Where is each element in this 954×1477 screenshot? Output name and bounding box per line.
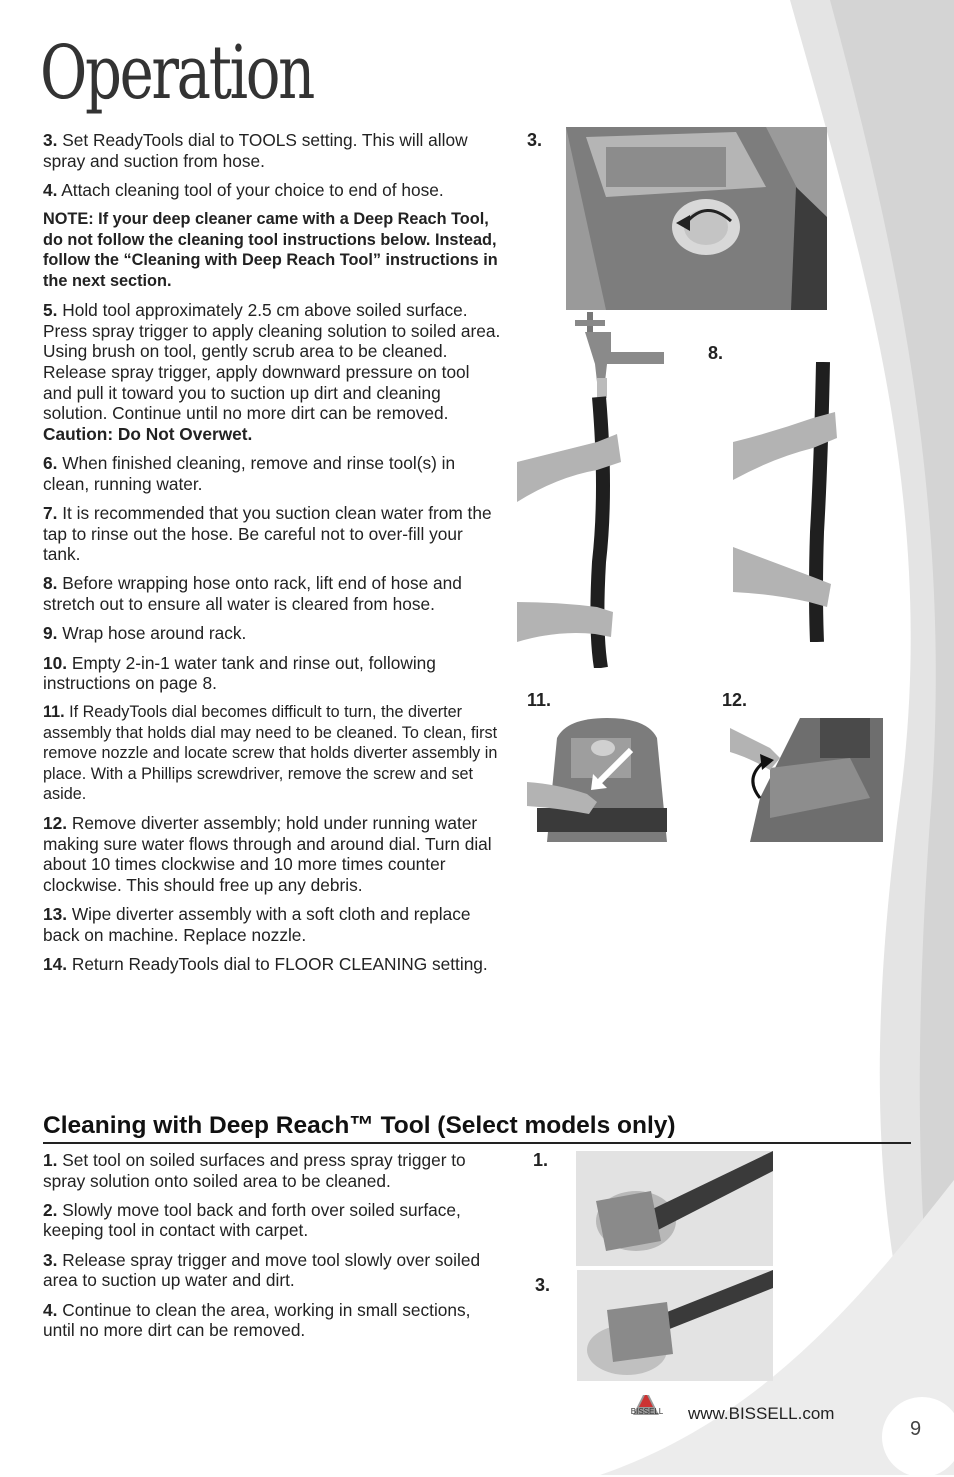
deep-reach-suction-photo xyxy=(577,1270,773,1381)
step-6: 6. When finished cleaning, remove and rinse tool(s) in clean, running water. xyxy=(43,453,456,494)
caution-text: Caution: Do Not Overwet. xyxy=(43,423,253,444)
figure-label-12: 12. xyxy=(722,690,748,710)
figure-label-8: 8. xyxy=(708,343,724,363)
page-title: Operation xyxy=(40,30,313,116)
deep-reach-tool-icon xyxy=(596,1191,661,1251)
diverter-removal-photo xyxy=(730,718,883,842)
figure-label-11: 11. xyxy=(527,690,552,710)
footer-url: www.BISSELL.com xyxy=(688,1404,835,1423)
figure-label-deep-3: 3. xyxy=(535,1275,551,1295)
step-11: 11. If ReadyTools dial becomes difficult to turn, the diverter assembly that holds dial may need to be cleaned. To clean, first remove nozzle and locate screw that holds diverter assembly in place. With a Phillips screwdriver, remove the screw and set aside. xyxy=(43,703,498,804)
step-10: 10. Empty 2-in-1 water tank and rinse out, following instructions on page 8. xyxy=(43,652,436,694)
step-4: 4. Attach cleaning tool of your choice to end of hose. xyxy=(43,179,444,200)
hose-tap-photo xyxy=(517,312,664,668)
figure-label-deep-1: 1. xyxy=(533,1150,549,1170)
step-14: 14. Return ReadyTools dial to FLOOR CLEANING setting. xyxy=(43,954,488,975)
deep-step-2: 2. Slowly move tool back and forth over soiled surface, keeping tool in contact with carpet. xyxy=(43,1199,461,1241)
deep-reach-tool-icon xyxy=(607,1302,673,1362)
deep-step-3: 3. Release spray trigger and move tool slowly over soiled area to suction up water and dirt. xyxy=(43,1249,481,1291)
step-9: 9. Wrap hose around rack. xyxy=(43,623,247,644)
instructions-column xyxy=(43,130,501,983)
screw-removal-photo xyxy=(527,718,670,842)
step-8: 8. Before wrapping hose onto rack, lift end of hose and stretch out to ensure all water is cleared from hose. xyxy=(43,573,462,614)
deep-step-4: 4. Continue to clean the area, working in small sections, until no more dirt can be removed. xyxy=(43,1299,471,1341)
dial-photo xyxy=(566,127,827,310)
step-7: 7. It is recommended that you suction clean water from the tap to rinse out the hose. Be careful not to over-fill your tank. xyxy=(43,502,492,565)
step-12: 12. Remove diverter assembly; hold under running water making sure water flows through and around dial. Turn dial about 10 times clockwise and 10 more times counter clockwise. This should free up any debris. xyxy=(43,813,492,895)
step-3: 3. Set ReadyTools dial to TOOLS setting. This will allow spray and suction from hose. xyxy=(43,130,468,171)
figure-label-3: 3. xyxy=(527,130,543,150)
deep-reach-spray-photo xyxy=(576,1151,773,1266)
deep-reach-note: NOTE: If your deep cleaner came with a Deep Reach Tool, do not follow the cleaning tool instructions below. Instead, follow the “Cleaning with Deep Reach Tool” instructions in the next section. xyxy=(43,210,498,290)
step-5: 5. Hold tool approximately 2.5 cm above soiled surface. Press spray trigger to apply cleaning solution to soiled area. Using brush on tool, gently scrub area to be cleaned. Release spray trigger, apply downward pressure on tool and pull it toward you to suction up dirt and cleaning solution. Continue until no more dirt can be removed. Caution: Do Not Overwet. xyxy=(43,300,501,444)
svg-text:BISSELL: BISSELL xyxy=(630,1407,664,1416)
deep-reach-instructions xyxy=(43,1150,493,1350)
hose-stretch-photo xyxy=(733,362,843,642)
page-number: 9 xyxy=(910,1418,922,1440)
section-heading-deep-reach: Cleaning with Deep Reach™ Tool (Select models only) xyxy=(43,1112,911,1144)
tap-handle-icon xyxy=(575,320,605,326)
bissell-logo xyxy=(623,1393,671,1425)
step-13: 13. Wipe diverter assembly with a soft cloth and replace back on machine. Replace nozzle. xyxy=(43,904,471,945)
deep-step-1: 1. Set tool on soiled surfaces and press spray trigger to spray solution onto soiled area to be cleaned. xyxy=(43,1150,466,1191)
